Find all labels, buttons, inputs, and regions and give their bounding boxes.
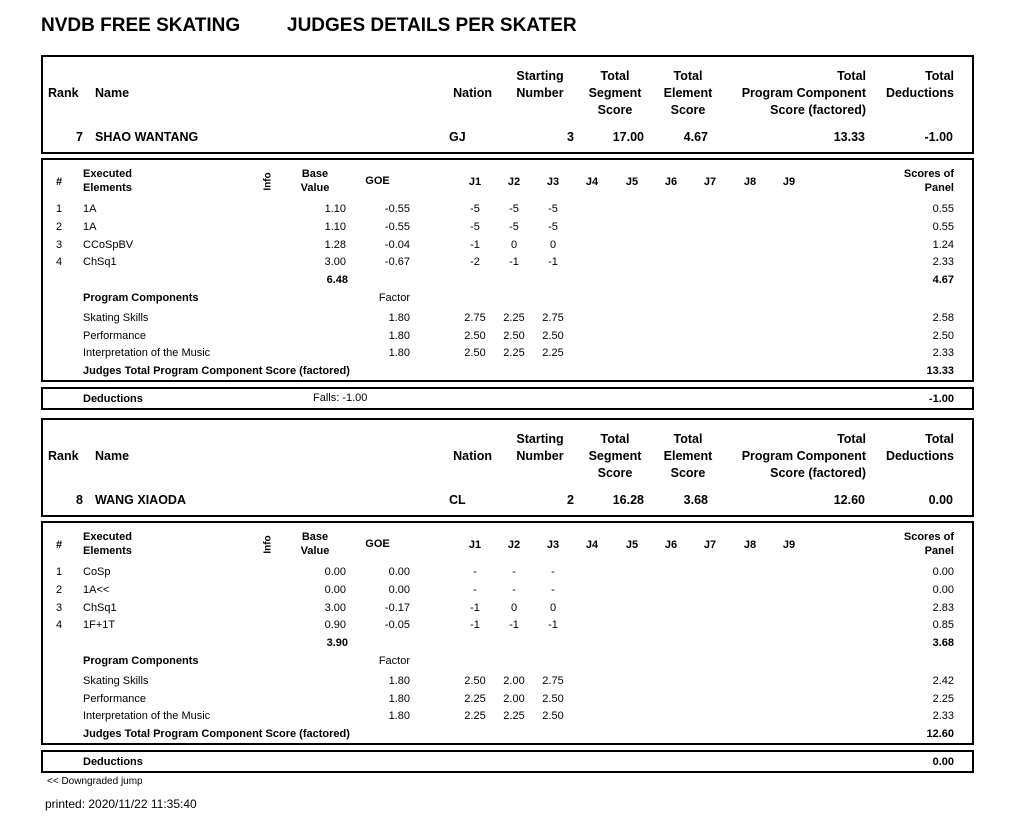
header-judge-1: J1 [468, 539, 482, 551]
header-executed: Executed [83, 168, 132, 180]
header-judge-2: J2 [507, 176, 521, 188]
element-name: 1A [83, 221, 97, 233]
header-panel: Panel [924, 545, 954, 557]
element-judge-1: -1 [470, 239, 480, 251]
component-judge-2: 2.25 [503, 312, 525, 324]
header-info: Info [262, 172, 274, 191]
skater-rank: 7 [76, 130, 83, 144]
header-judge-5: J5 [625, 539, 639, 551]
component-judge-2: 2.50 [503, 330, 525, 342]
base-value-total: 6.48 [326, 274, 348, 286]
header-tes-3: Score [670, 466, 706, 480]
header-judge-6: J6 [664, 539, 678, 551]
element-goe: -0.05 [384, 619, 410, 631]
element-judge-3: -1 [548, 256, 558, 268]
header-tes-3: Score [670, 103, 706, 117]
skater-rank: 8 [76, 493, 83, 507]
component-judge-3: 2.75 [542, 312, 564, 324]
header-nation: Nation [453, 449, 492, 463]
header-ded-1: Total [925, 69, 954, 83]
component-panel-score: 2.42 [932, 675, 954, 687]
element-name: CoSp [83, 566, 111, 578]
element-panel-score: 0.55 [932, 203, 954, 215]
header-tss-3: Score [597, 103, 633, 117]
deductions-detail: Falls: -1.00 [313, 392, 368, 404]
element-judge-1: -1 [470, 619, 480, 631]
element-name: 1A [83, 203, 97, 215]
header-judge-3: J3 [546, 539, 560, 551]
component-judge-1: 2.25 [464, 693, 486, 705]
header-tss-3: Score [597, 466, 633, 480]
component-name: Interpretation of the Music [83, 347, 211, 359]
element-score-total: 3.68 [932, 637, 954, 649]
component-panel-score: 2.33 [932, 347, 954, 359]
component-panel-score: 2.33 [932, 710, 954, 722]
element-panel-score: 0.55 [932, 221, 954, 233]
component-name: Performance [83, 330, 146, 342]
header-elements: Elements [83, 182, 132, 194]
header-base: Base [301, 531, 329, 543]
element-number: 3 [55, 602, 63, 614]
component-name: Interpretation of the Music [83, 710, 211, 722]
deductions-label: Deductions [83, 756, 143, 768]
element-panel-score: 2.33 [932, 256, 954, 268]
header-elements: Elements [83, 545, 132, 557]
skater-start-number: 3 [567, 130, 574, 144]
header-tss-2: Segment [588, 449, 642, 463]
element-name: 1F+1T [83, 619, 116, 631]
header-ded-2: Deductions [885, 449, 954, 463]
element-base-value: 1.10 [324, 203, 346, 215]
header-hash: # [55, 539, 63, 551]
header-pcs-2: Program Component [741, 86, 866, 100]
element-panel-score: 0.85 [932, 619, 954, 631]
header-pcs-1: Total [837, 432, 866, 446]
element-base-value: 0.00 [324, 566, 346, 578]
header-goe: GOE [365, 538, 390, 550]
page-title: NVDB FREE SKATING [41, 15, 241, 36]
element-number: 2 [55, 584, 63, 596]
element-name: CCoSpBV [83, 239, 134, 251]
header-judge-7: J7 [703, 176, 717, 188]
element-base-value: 0.00 [324, 584, 346, 596]
element-judge-3: -5 [548, 221, 558, 233]
skater-tes: 4.67 [683, 130, 708, 144]
header-pcs-2: Program Component [741, 449, 866, 463]
element-goe: -0.55 [384, 221, 410, 233]
element-number: 3 [55, 239, 63, 251]
element-judge-2: -1 [509, 256, 519, 268]
component-judge-2: 2.25 [503, 710, 525, 722]
header-value: Value [300, 182, 330, 194]
element-judge-1: - [473, 584, 477, 596]
element-goe: -0.04 [384, 239, 410, 251]
header-panel: Panel [924, 182, 954, 194]
element-judge-2: -1 [509, 619, 519, 631]
element-judge-2: -5 [509, 221, 519, 233]
element-judge-3: -1 [548, 619, 558, 631]
element-judge-2: 0 [510, 239, 518, 251]
deductions-box [41, 750, 974, 773]
header-pcs-3: Score (factored) [770, 103, 866, 117]
element-goe: 0.00 [388, 566, 410, 578]
component-judge-2: 2.00 [503, 675, 525, 687]
header-ded-1: Total [925, 432, 954, 446]
element-number: 4 [55, 256, 63, 268]
element-goe: -0.55 [384, 203, 410, 215]
page-subtitle: JUDGES DETAILS PER SKATER [287, 15, 577, 36]
element-number: 1 [55, 566, 63, 578]
header-scores-of: Scores of [903, 168, 954, 180]
header-hash: # [55, 176, 63, 188]
component-judge-3: 2.75 [542, 675, 564, 687]
element-judge-3: -5 [548, 203, 558, 215]
header-pcs-1: Total [837, 69, 866, 83]
element-score-total: 4.67 [932, 274, 954, 286]
element-base-value: 1.28 [324, 239, 346, 251]
component-judge-3: 2.50 [542, 693, 564, 705]
skater-nation: CL [449, 493, 466, 507]
header-starting: Starting [516, 69, 564, 83]
element-number: 4 [55, 619, 63, 631]
element-judge-2: - [512, 584, 516, 596]
element-judge-1: -5 [470, 203, 480, 215]
skater-name: SHAO WANTANG [95, 130, 199, 144]
skater-start-number: 2 [567, 493, 574, 507]
component-judge-1: 2.50 [464, 675, 486, 687]
element-judge-2: -5 [509, 203, 519, 215]
element-number: 2 [55, 221, 63, 233]
header-number: Number [516, 86, 564, 100]
header-judge-1: J1 [468, 176, 482, 188]
component-judge-1: 2.50 [464, 330, 486, 342]
element-judge-1: -2 [470, 256, 480, 268]
header-judge-9: J9 [782, 176, 796, 188]
component-judge-3: 2.25 [542, 347, 564, 359]
element-goe: 0.00 [388, 584, 410, 596]
header-tss-2: Segment [588, 86, 642, 100]
component-judge-3: 2.50 [542, 330, 564, 342]
header-judge-7: J7 [703, 539, 717, 551]
component-factor: 1.80 [388, 347, 410, 359]
header-tss-1: Total [600, 432, 630, 446]
component-name: Skating Skills [83, 675, 149, 687]
header-tss-1: Total [600, 69, 630, 83]
element-base-value: 3.00 [324, 256, 346, 268]
element-name: 1A<< [83, 584, 110, 596]
deductions-total: 0.00 [932, 756, 954, 768]
header-judge-2: J2 [507, 539, 521, 551]
program-components-label: Program Components [83, 292, 199, 304]
header-tes-2: Element [663, 86, 713, 100]
header-judge-9: J9 [782, 539, 796, 551]
skater-tes: 3.68 [683, 493, 708, 507]
element-panel-score: 1.24 [932, 239, 954, 251]
component-factor: 1.80 [388, 675, 410, 687]
skater-tss: 16.28 [612, 493, 644, 507]
header-scores-of: Scores of [903, 531, 954, 543]
skater-deductions: 0.00 [928, 493, 953, 507]
element-judge-3: 0 [549, 239, 557, 251]
header-judge-4: J4 [585, 176, 599, 188]
component-judge-2: 2.00 [503, 693, 525, 705]
factor-label: Factor [378, 292, 410, 304]
element-judge-1: -1 [470, 602, 480, 614]
component-factor: 1.80 [388, 330, 410, 342]
header-rank: Rank [48, 86, 79, 100]
skater-name: WANG XIAODA [95, 493, 186, 507]
header-nation: Nation [453, 86, 492, 100]
component-judge-1: 2.50 [464, 347, 486, 359]
component-factor: 1.80 [388, 710, 410, 722]
header-base: Base [301, 168, 329, 180]
element-judge-2: - [512, 566, 516, 578]
header-ded-2: Deductions [885, 86, 954, 100]
element-number: 1 [55, 203, 63, 215]
element-name: ChSq1 [83, 602, 117, 614]
judges-total-value: 13.33 [926, 365, 954, 377]
element-goe: -0.67 [384, 256, 410, 268]
element-base-value: 0.90 [324, 619, 346, 631]
program-components-label: Program Components [83, 655, 199, 667]
skater-nation: GJ [449, 130, 466, 144]
element-judge-1: -5 [470, 221, 480, 233]
element-base-value: 1.10 [324, 221, 346, 233]
component-judge-1: 2.25 [464, 710, 486, 722]
header-goe: GOE [365, 175, 390, 187]
element-goe: -0.17 [384, 602, 410, 614]
component-name: Performance [83, 693, 146, 705]
component-judge-2: 2.25 [503, 347, 525, 359]
component-judge-3: 2.50 [542, 710, 564, 722]
factor-label: Factor [378, 655, 410, 667]
component-panel-score: 2.58 [932, 312, 954, 324]
header-value: Value [300, 545, 330, 557]
element-judge-3: - [551, 566, 555, 578]
skater-tss: 17.00 [612, 130, 644, 144]
element-base-value: 3.00 [324, 602, 346, 614]
component-name: Skating Skills [83, 312, 149, 324]
element-judge-2: 0 [510, 602, 518, 614]
element-judge-3: 0 [549, 602, 557, 614]
header-name: Name [95, 86, 130, 100]
header-pcs-3: Score (factored) [770, 466, 866, 480]
header-info: Info [262, 535, 274, 554]
deductions-label: Deductions [83, 393, 143, 405]
printed-timestamp: printed: 2020/11/22 11:35:40 [45, 797, 197, 811]
header-judge-3: J3 [546, 176, 560, 188]
skater-pcs: 13.33 [833, 130, 865, 144]
component-factor: 1.80 [388, 312, 410, 324]
deductions-box [41, 387, 974, 410]
judges-total-label: Judges Total Program Component Score (factored) [83, 365, 350, 377]
header-judge-5: J5 [625, 176, 639, 188]
header-number: Number [516, 449, 564, 463]
header-executed: Executed [83, 531, 132, 543]
header-tes-1: Total [673, 432, 703, 446]
judges-total-value: 12.60 [926, 728, 954, 740]
element-panel-score: 0.00 [932, 584, 954, 596]
header-tes-1: Total [673, 69, 703, 83]
header-starting: Starting [516, 432, 564, 446]
header-name: Name [95, 449, 130, 463]
component-judge-1: 2.75 [464, 312, 486, 324]
component-panel-score: 2.25 [932, 693, 954, 705]
header-rank: Rank [48, 449, 79, 463]
element-panel-score: 0.00 [932, 566, 954, 578]
deductions-total: -1.00 [928, 393, 954, 405]
element-judge-3: - [551, 584, 555, 596]
header-judge-6: J6 [664, 176, 678, 188]
component-factor: 1.80 [388, 693, 410, 705]
header-judge-4: J4 [585, 539, 599, 551]
judges-total-label: Judges Total Program Component Score (factored) [83, 728, 350, 740]
skater-deductions: -1.00 [924, 130, 953, 144]
header-judge-8: J8 [743, 176, 757, 188]
element-panel-score: 2.83 [932, 602, 954, 614]
element-judge-1: - [473, 566, 477, 578]
base-value-total: 3.90 [326, 637, 348, 649]
footnote-downgraded: << Downgraded jump [47, 776, 143, 787]
header-judge-8: J8 [743, 539, 757, 551]
header-tes-2: Element [663, 449, 713, 463]
element-name: ChSq1 [83, 256, 117, 268]
skater-pcs: 12.60 [833, 493, 865, 507]
component-panel-score: 2.50 [932, 330, 954, 342]
